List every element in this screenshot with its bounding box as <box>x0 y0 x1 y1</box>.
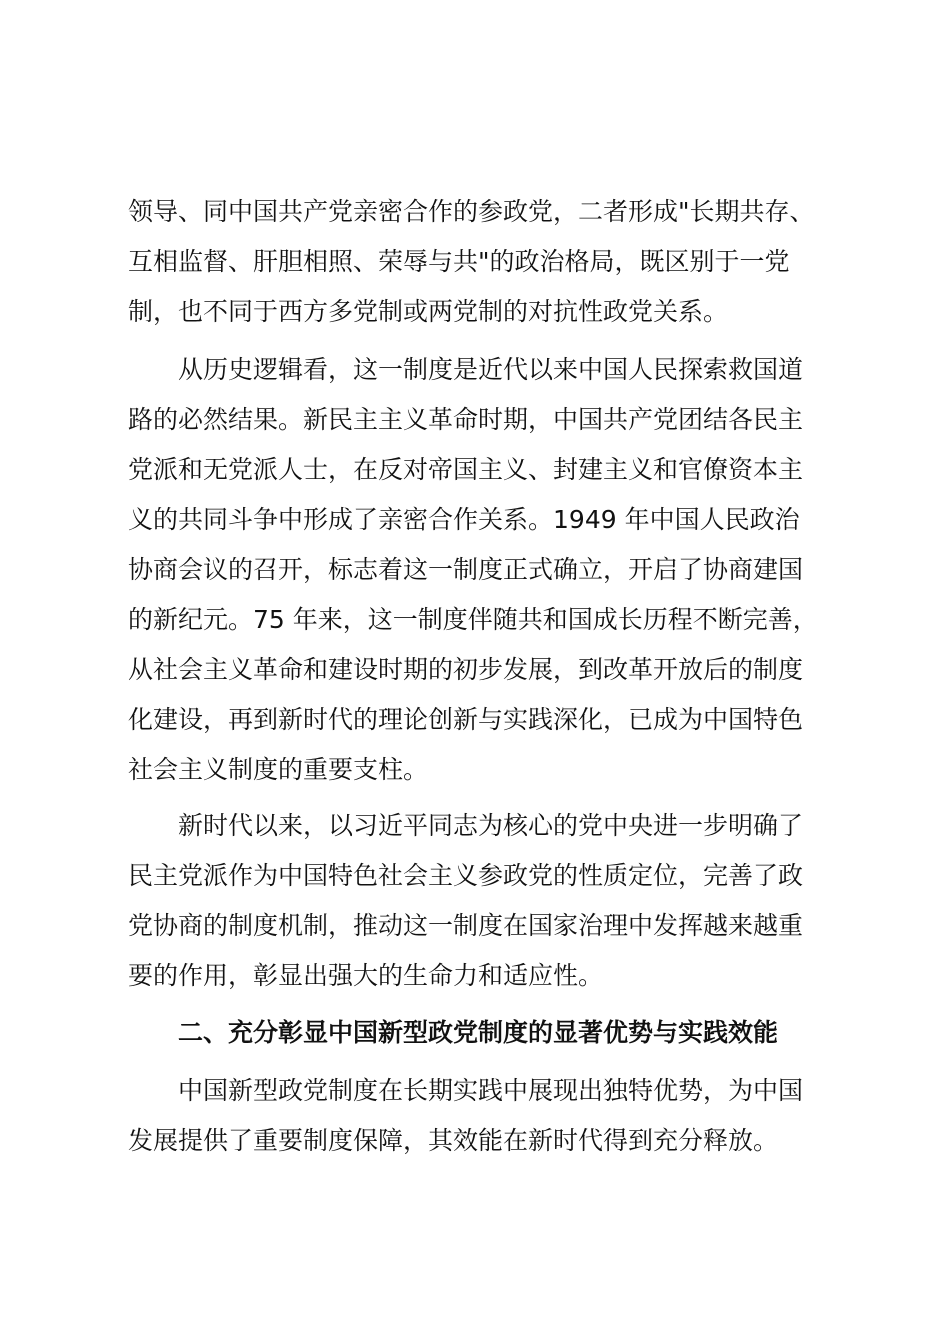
text-line: 义的共同斗争中形成了亲密合作关系。1949 年中国人民政治 <box>128 505 800 534</box>
text-line: 民主党派作为中国特色社会主义参政党的性质定位，完善了政 <box>128 861 804 890</box>
text-line: 协商会议的召开，标志着这一制度正式确立，开启了协商建国 <box>128 555 804 584</box>
text-line: 领导、同中国共产党亲密合作的参政党，二者形成"长期共存、 <box>128 197 815 226</box>
text-line: 从社会主义革命和建设时期的初步发展，到改革开放后的制度 <box>128 655 804 684</box>
paragraph-first-line: 从历史逻辑看，这一制度是近代以来中国人民探索救国道 <box>178 355 804 384</box>
paragraph-first-line: 新时代以来，以习近平同志为核心的党中央进一步明确了 <box>178 811 804 840</box>
text-line: 发展提供了重要制度保障，其效能在新时代得到充分释放。 <box>128 1126 779 1155</box>
text-line: 制，也不同于西方多党制或两党制的对抗性政党关系。 <box>128 297 729 326</box>
text-line: 互相监督、肝胆相照、荣辱与共"的政治格局，既区别于一党 <box>128 247 790 276</box>
text-line: 党派和无党派人士，在反对帝国主义、封建主义和官僚资本主 <box>128 455 804 484</box>
text-line: 路的必然结果。新民主主义革命时期，中国共产党团结各民主 <box>128 405 804 434</box>
text-line: 党协商的制度机制，推动这一制度在国家治理中发挥越来越重 <box>128 911 804 940</box>
paragraph-first-line: 中国新型政党制度在长期实践中展现出独特优势，为中国 <box>178 1076 804 1105</box>
text-line: 化建设，再到新时代的理论创新与实践深化，已成为中国特色 <box>128 705 804 734</box>
section-heading: 二、充分彰显中国新型政党制度的显著优势与实践效能 <box>178 1018 779 1047</box>
text-line: 社会主义制度的重要支柱。 <box>128 755 429 784</box>
text-line: 要的作用，彰显出强大的生命力和适应性。 <box>128 961 604 990</box>
text-line: 的新纪元。75 年来，这一制度伴随共和国成长历程不断完善， <box>128 605 818 634</box>
